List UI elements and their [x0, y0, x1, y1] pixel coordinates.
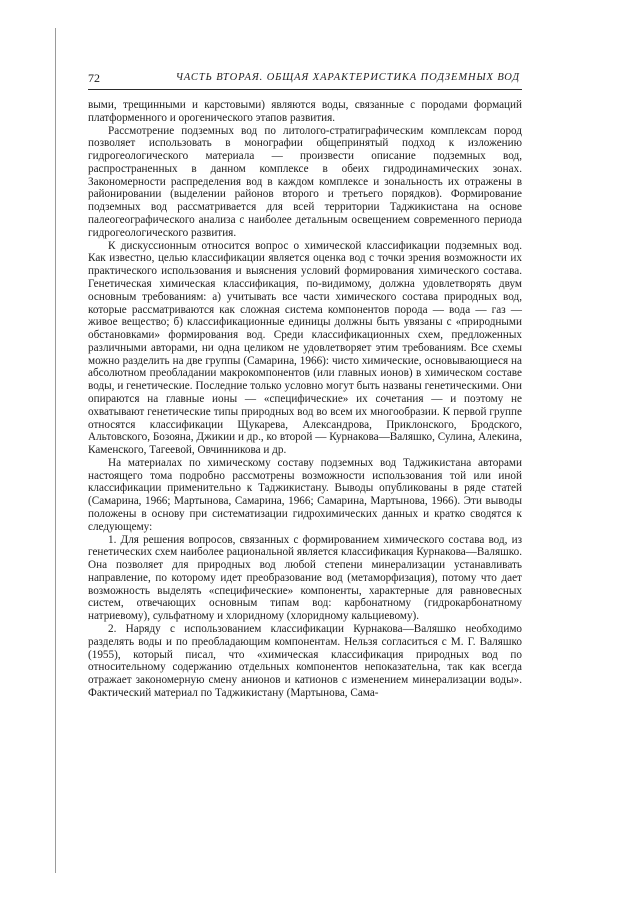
list-item-1: 1. Для решения вопросов, связанных с формированием химического состава вод, из генетических схем наиболее рациональной является классификация Курнакова—Валяшко. Она позволяет для природных вод любой степени минерализации устанавливать направление, по которому идет преобразование вод (метаморфизация), потому что дает возможность выделять «специфические» компоненты, характерные для равновесных систем, отвечающих основным типам вод: карбонатному (гидрокарбонатному натриевому), сульфатному и хлоридному (хлоридному кальциевому). [88, 533, 522, 623]
paragraph-continuation: выми, трещинными и карстовыми) являются воды, связанные с породами формаций платформенного и орогенического этапов развития. [88, 99, 522, 124]
paragraph-classification-debate: К дискуссионным относится вопрос о химической классификации подземных вод. Как известно, целью классификации является оценка вод с точки зрения возможности их практического использования и выяснения условий формирования химического состава. Генетическая химическая классификация, по-видимому, должна удовлетворять двум основным требованиям: а) учитывать все части химического состава природных вод, которые рассматриваются как сложная система компонентов порода — вода — газ — живое вещество; б) классификационные единицы должны быть увязаны с «природными обстановками» формирования вод. Среди классификационных схем, предложенных различными авторами, ни одна целиком не удовлетворяет этим требованиям. Все схемы можно разделить на две группы (Самарина, 1966): чисто химические, основывающиеся на абсолютном преобладании макрокомпонентов (или главных ионов) в химическом составе воды, и генетические. Последние только условно могут быть названы генетическими. Они опираются на главные ионы — «специфические» их сочетания — и поэтому не охватывают генетические типы природных вод во всем их многообразии. К первой группе относятся классификации Щукарева, Александрова, Приклонского, Бродского, Альтовского, Бозояна, Джикии и др., ко второй — Курнакова—Валяшко, Сулина, Алекина, Каменского, Тагеевой, Овчинникова и др. [88, 239, 522, 457]
header-rule [88, 89, 522, 90]
page-header [88, 70, 522, 86]
body-text [88, 99, 522, 700]
paragraph-tajikistan-materials: На материалах по химическому составу подземных вод Таджикистана авторами настоящего тома подробно рассмотрены возможности использования той или иной классификации применительно к Таджикистану. Выводы опубликованы в ряде статей (Самарина, 1966; Мартынова, Самарина, 1966; Самарина, Мартынова, 1966). Эти выводы положены в основу при систематизации гидрохимических данных и кратко сводятся к следующему: [88, 456, 522, 533]
paragraph-lithostratigraphic: Рассмотрение подземных вод по литолого-стратиграфическим комплексам пород позволяет использовать в монографии общепринятый подход к изложению гидрогеологического материала — произвести описание подземных вод, распространенных в данном комплексе в обеих гидродинамических зонах. Закономерности распределения вод в каждом комплексе и зональность их отражены в районировании (выделении районов второго и третьего порядков). Формирование подземных вод рассматривается для всей территории Таджикистана на основе палеогеографического анализа с наиболее детальным освещением современного периода гидрогеологического развития. [88, 124, 522, 239]
list-item-2: 2. Наряду с использованием классификации Курнакова—Валяшко необходимо разделять воды и по преобладающим компонентам. Нельзя согласиться с М. Г. Валяшко (1955), который писал, что «химическая классификация природных вод по относительному содержанию отдельных компонентов непоказательна, так как всегда отражает закономерную смену анионов и катионов с изменением минерализации воды». Фактический материал по Таджикистану (Мартынова, Сама- [88, 623, 522, 699]
running-title: ЧАСТЬ ВТОРАЯ. ОБЩАЯ ХАРАКТЕРИСТИКА ПОДЗЕМНЫХ ВОД [175, 72, 520, 83]
page-fold-line [55, 28, 56, 873]
page-number: 72 [88, 71, 100, 85]
